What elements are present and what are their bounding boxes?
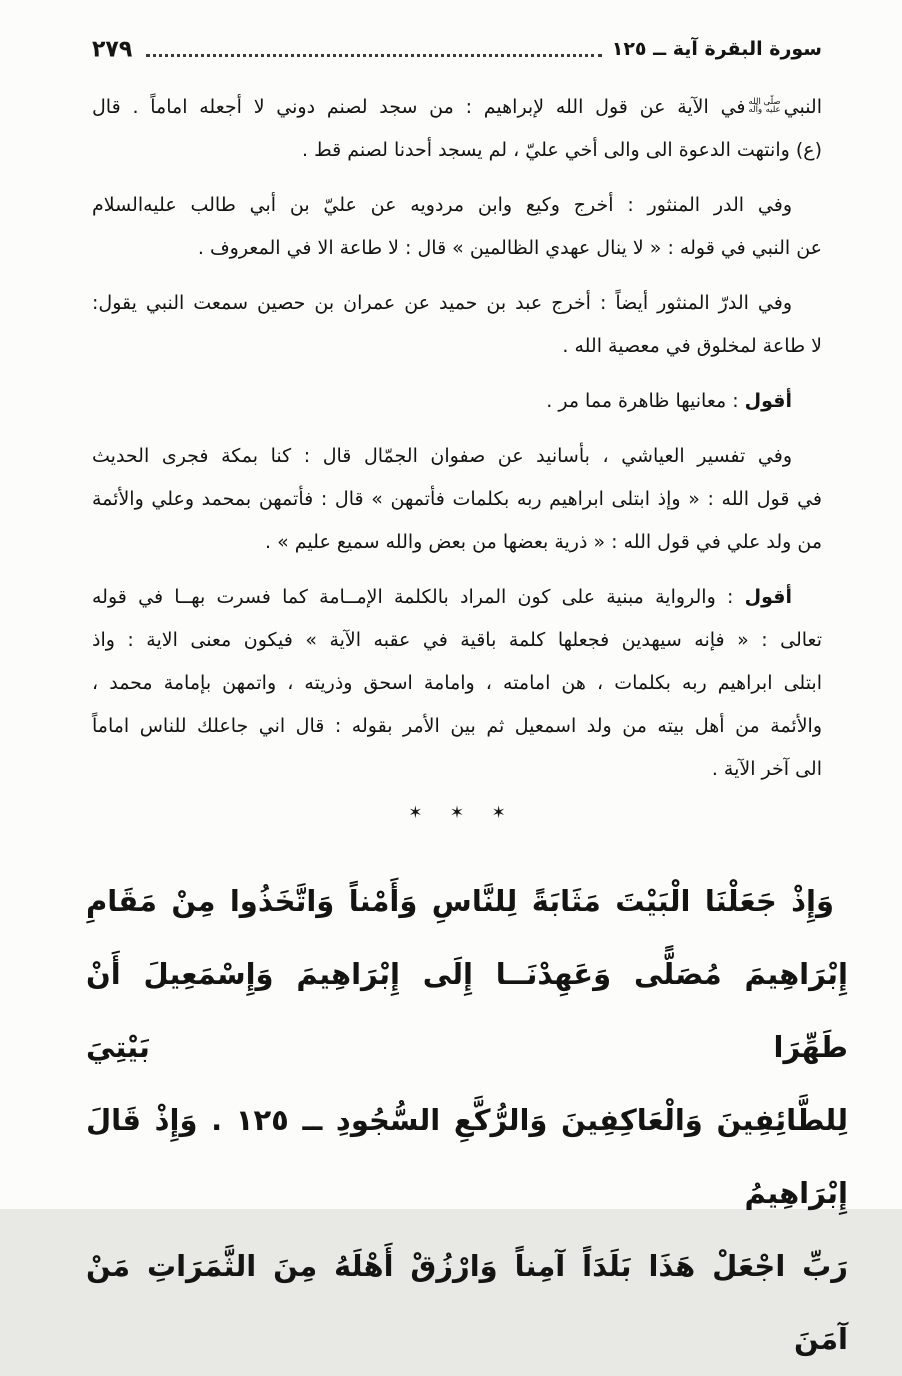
quran-verse-block [86,865,848,1376]
paragraph-line [92,576,822,619]
paragraph-line: وفي تفسير العياشي ، بأسانيد عن صفوان الجمّال قال : كنا بمكة فجرى الحديث [92,445,792,467]
paragraph-line: والأئمة من أهل بيته من ولد اسمعيل ثم بين الأمر بقوله : قال اني جاعلك للناس اماماً [92,715,822,737]
paragraph-line: تعالى : « فإنه سيهدين فجعلها كلمة باقية في عقبه الآية » فيكون معنى الاية : واذ [92,629,822,651]
salutation-bottom: عليه وآله [748,104,781,115]
paragraph-line: عن النبي في قوله : « لا ينال عهدي الظالمين » قال : لا طاعة الا في المعروف . [197,237,822,259]
quran-line: لِلطَّائِفِينَ وَالْعَاكِفِينَ وَالرُّكَّعِ السُّجُودِ ــ ١٢٥ . وَإِذْ قَالَ إِبْرَاهِيمُ [86,1103,848,1210]
section-separator-stars: ✶ ✶ ✶ [408,803,506,823]
commentary-body [92,86,822,791]
paragraph-line: من ولد علي في قول الله : « ذرية بعضها من بعض والله سميع عليم » . [265,531,822,553]
line-text: النبي [783,96,822,118]
aqool-lead: أقول [744,586,792,608]
prophet-salutation-icon [748,98,780,114]
paragraph-line: في قول الله : « وإذ ابتلى ابراهيم ربه بكلمات فأتمهن » قال : فأتمهن بمحمد وعلي والأئمة [92,488,822,510]
quran-line: إِبْرَاهِيمَ مُصَلًّى وَعَهِدْنَــا إِلَى إِبْرَاهِيمَ وَإِسْمَعِيلَ أَنْ طَهِّرَا بَيْتِيَ [86,957,848,1064]
paragraph-line: ابتلى ابراهيم ربه بكلمات ، هن امامته ، وامامة اسحق وذريته ، واتمهن بإمامة محمد ، [92,672,822,694]
paragraph-ayyashi [92,435,822,564]
quran-line: وَإِذْ جَعَلْنَا الْبَيْتَ مَثَابَةً لِلنَّاسِ وَأَمْناً وَاتَّخَذُوا مِنْ مَقَامِ [86,884,834,918]
header-dotted-leader [146,42,601,57]
paragraph-line: الى آخر الآية . [711,758,822,780]
paragraph-aqool-long [92,576,822,791]
aqool-lead: أقول [744,390,792,412]
paragraph-hadith-continuation [92,86,822,172]
paragraph-aqool-short [92,380,822,423]
paragraph-line: لا طاعة لمخلوق في معصية الله . [562,335,822,357]
paragraph-line [92,86,822,129]
paragraph-line [92,380,822,423]
salutation-top: صلّى الله [748,96,781,107]
quran-line: رَبِّ اجْعَلْ هَذَا بَلَدَاً آمِناً وَارْزُقْ أَهْلَهُ مِنَ الثَّمَرَاتِ مَنْ آمَنَ [86,1249,848,1356]
paragraph-durr-manthur-1 [92,184,822,270]
line-text: : معانيها ظاهرة مما مر . [546,390,745,412]
header-surah-title: سورة البقرة آية ــ ١٢٥ [611,38,822,60]
paragraph-line: وفي الدرّ المنثور أيضاً : أخرج عبد بن حميد عن عمران بن حصين سمعت النبي يقول: [92,292,792,314]
paragraph-line: وفي الدر المنثور : أخرج وكيع وابن مردويه عن عليّ بن أبي طالب عليه‌السلام [92,194,792,216]
page-number: ٢٧٩ [92,35,133,63]
line-text: في الآية عن قول الله لإبراهيم : من سجد لصنم دوني لا أجعله اماماً . قال [92,96,746,118]
paragraph-durr-manthur-2 [92,282,822,368]
page-header [92,34,822,64]
line-text: : والرواية مبنية على كون المراد بالكلمة الإمــامة كما فسرت بهــا في قوله [92,586,745,608]
paragraph-line: (ع) وانتهت الدعوة الى والى أخي عليّ ، لم يسجد أحدنا لصنم قط . [302,139,822,161]
